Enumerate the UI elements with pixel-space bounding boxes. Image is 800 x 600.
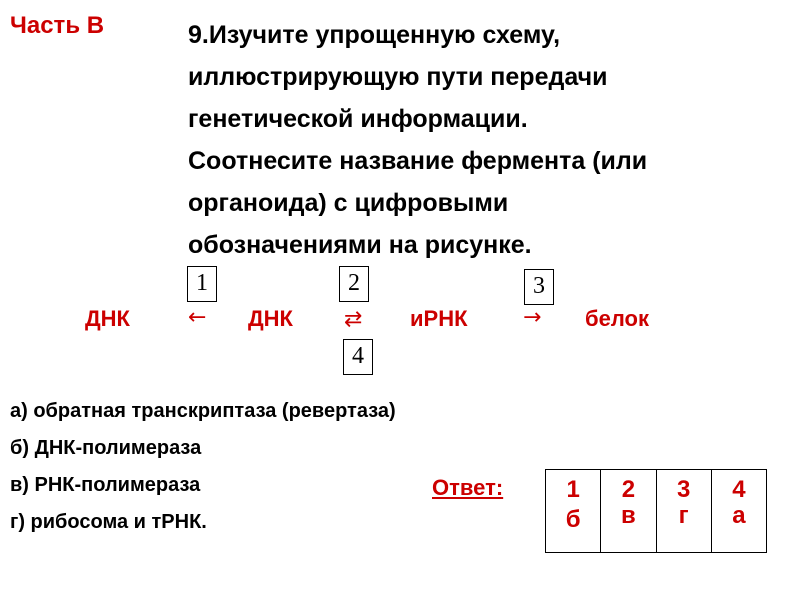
answer-cell-letter: г <box>678 502 689 529</box>
option-item: в) РНК-полимераза <box>10 474 201 496</box>
step-box-4: 4 <box>343 339 373 375</box>
answer-cell-letter: в <box>620 502 636 529</box>
answer-cell-number: 2 <box>621 476 636 503</box>
answer-cell-number: 3 <box>676 476 691 503</box>
answer-cell-number: 1 <box>566 476 580 503</box>
arrow-left-icon: ← <box>188 305 207 330</box>
molecule-protein: белок <box>585 306 649 331</box>
step-box-2: 2 <box>339 266 369 302</box>
answer-cell-1 <box>546 470 601 553</box>
task-line: иллюстрирующую пути передачи <box>188 63 608 91</box>
option-item: б) ДНК-полимераза <box>10 437 202 459</box>
options-list <box>10 393 396 541</box>
answer-cell-letter: а <box>732 502 746 529</box>
arrow-right-icon: → <box>523 305 542 330</box>
task-line: обозначениями на рисунке. <box>188 231 532 259</box>
answer-cell-2 <box>601 470 656 553</box>
task-text <box>188 14 794 266</box>
part-title: Часть В <box>10 12 105 39</box>
answer-cell-3 <box>656 470 711 553</box>
task-line: генетической информации. <box>188 105 528 133</box>
answer-table <box>545 469 767 553</box>
molecule-dna-2: ДНК <box>248 306 293 331</box>
answer-label: Ответ: <box>432 475 504 500</box>
arrow-bidirectional-icon: ⇄ <box>344 307 363 332</box>
answer-cell-number: 4 <box>732 476 746 503</box>
option-item: г) рибосома и тРНК. <box>10 511 207 533</box>
step-box-3: 3 <box>524 269 554 305</box>
task-line: Соотнесите название фермента (или <box>188 147 648 175</box>
answer-cell-letter: б <box>565 506 581 533</box>
molecule-dna-1: ДНК <box>85 306 130 331</box>
step-box-1: 1 <box>187 266 217 302</box>
option-item: а) обратная транскриптаза (ревертаза) <box>10 400 396 422</box>
task-line: 9.Изучите упрощенную схему, <box>188 21 561 49</box>
answer-cell-4 <box>711 470 766 553</box>
task-line: органоида) с цифровыми <box>188 189 509 217</box>
molecule-mrna: иРНК <box>410 306 468 331</box>
